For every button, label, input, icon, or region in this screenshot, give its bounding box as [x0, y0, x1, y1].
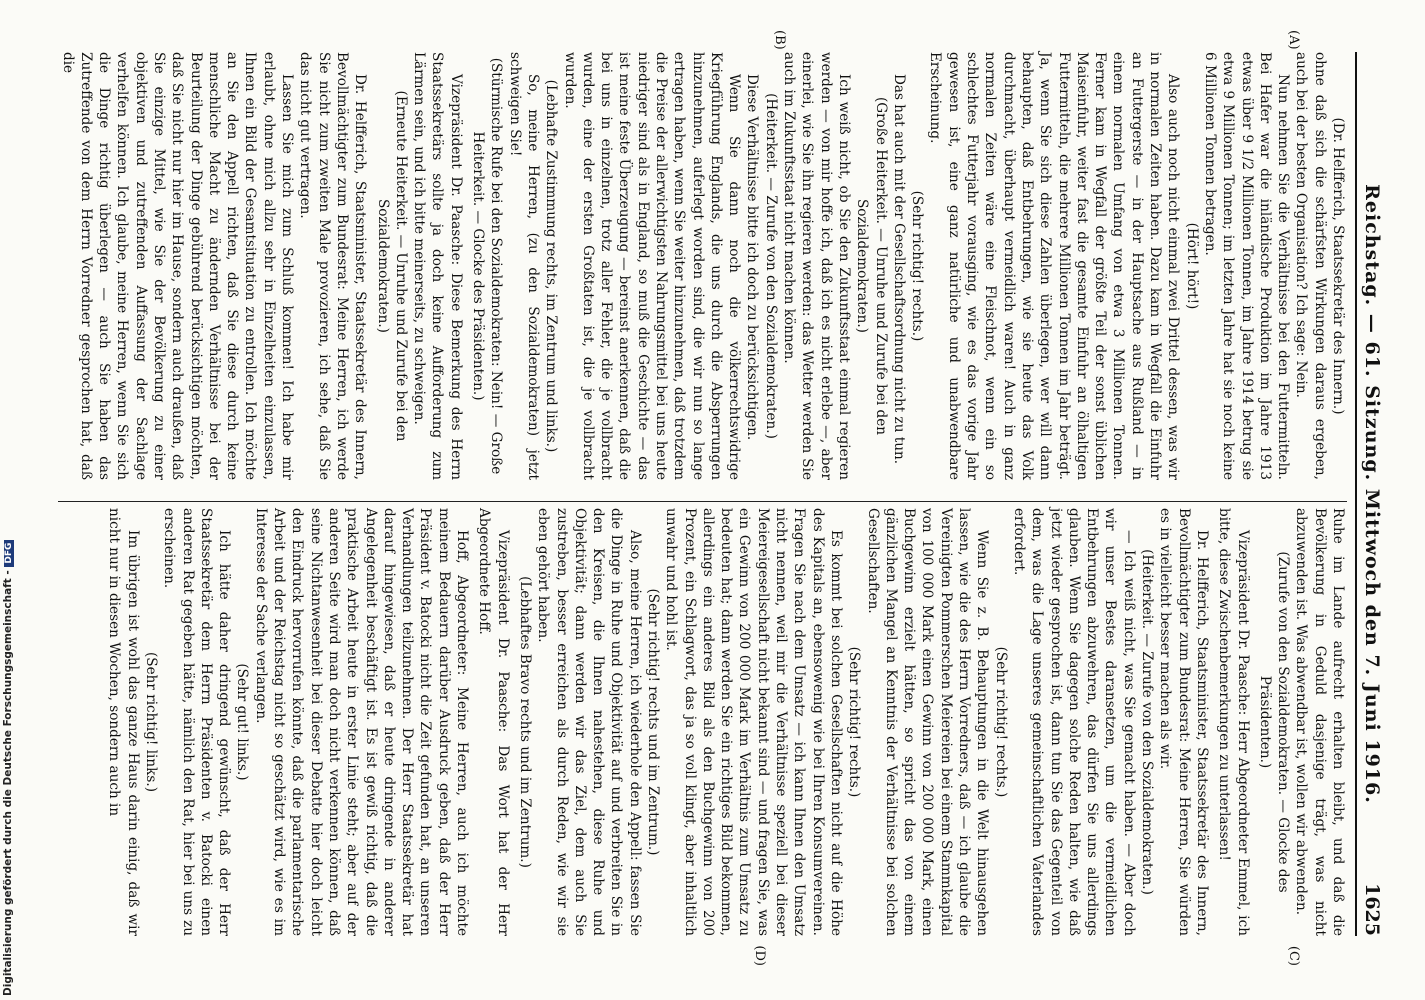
- interjection: (Heiterkeit. — Zurufe von den Sozialdemokraten.): [762, 93, 779, 439]
- page-header: [1355, 52, 1385, 936]
- interjection: (Stürmische Rufe bei den Sozialdemokraten: Nein! — Große Heiterkeit. — Glocke des Präsidenten.): [470, 57, 505, 475]
- interjection: (Große Heiterkeit. — Unruhe und Zurufe bei den Sozialdemokraten.): [854, 96, 889, 436]
- paragraph: Lassen Sie mich zum Schluß kommen! Ich habe mir erlaubt, ohne mich allzu sehr in Einzelheiten einzulassen, Ihnen ein Bild der Gesamtsituation zu entrollen. Ich möchte an Sie den Appell richten, daß Sie diese durch keine menschliche Macht zu ändernden Verhältnisse bei der Beurteilung der Dinge gebührend berücksichtigen möchten, daß Sie nicht nur hier im Hause, sondern auch draußen, daß Sie einzige Mittel, wie Sie der Bevölkerung zu einer objektiven und zutreffenden Auffassung der Sachlage verhelfen können. Ich glaube, meine Herren, wenn Sie sich die Dinge richtig überlegen — auch Sie haben das Zutreffende von dem Herrn Vorredner gesprochen hat, daß die: [59, 52, 296, 480]
- interjection: (Sehr richtig! rechts.): [992, 646, 1009, 798]
- interjection: (Lebhaftes Bravo rechts und im Zentrum.): [516, 576, 533, 868]
- interjection: (Lebhafte Zustimmung rechts, im Zentrum und links.): [543, 79, 560, 453]
- paragraph: Dr. Helfferich, Staatsminister, Staatssekretär des Innern, Bevollmächtigter zum Bundesrat: Meine Herren, ich werde Sie nicht zum zweiten Male provozieren, ich sehe, daß Sie das nicht gut vertragen.: [297, 52, 369, 480]
- paragraph: Also, meine Herren, ich wiederhole den Appell: fassen Sie die Dinge in Ruhe und Objektivität auf und verbreiten Sie in den Kreisen, die Ihnen nahestehen, diese Ruhe und Objektivität; dann werden wir das Ziel, dem auch Sie zustreben, besser erreichen als durch Reden, wie wir sie eben gehört haben.: [535, 508, 643, 936]
- paragraph: Im übrigen ist wohl das ganze Haus darin einig, daß wir nicht nur in diesen Wochen, sondern auch in: [106, 508, 141, 936]
- paragraph: Diese Verhältnisse bitte ich doch zu berücksichtigen.: [744, 74, 761, 441]
- digitization-footer: [2, 542, 16, 996]
- left-column: [58, 52, 1347, 480]
- paragraph: Vizepräsident Dr. Paasche: Diese Bemerkung des Herrn Staatssekretärs sollte ja doch keine Aufforderung zum Lärmen sein, und ich bitte meinerseits, zu schweigen.: [411, 52, 464, 480]
- interjection: (Sehr richtig! rechts und im Zentrum.): [645, 588, 662, 856]
- paragraph: Das hat auch mit der Gesellschaftsordnung nicht zu tun.: [890, 74, 907, 465]
- interjection: (Sehr gut! links.): [234, 663, 251, 781]
- margin-mark-a: (A): [1286, 30, 1301, 50]
- interjection: (Zurufe von den Sozialdemokraten. — Glocke des Präsidenten.): [1256, 551, 1292, 893]
- paragraph: ohne daß sich die schärfsten Wirkungen daraus ergeben, auch bei der besten Organisation? Ich sage: Nein.: [1293, 52, 1328, 480]
- speaker-note: (Dr. Helfferich, Staatssekretär des Innern.): [1330, 117, 1346, 415]
- paragraph: Ich hätte daher dringend gewünscht, daß der Herr Staatssekretär dem Herrn Präsidenten v. Batocki einen anderen Rat gegeben hätte, nämlich den Rat, hier bei uns zu erscheinen.: [161, 508, 233, 936]
- interjection: (Sehr richtig! rechts.): [846, 646, 863, 798]
- interjection: (Erneute Heiterkeit. — Unruhe und Zurufe bei den Sozialdemokraten.): [374, 90, 409, 442]
- paragraph: Vizepräsident Dr. Paasche: Herr Abgeordneter Emmel, ich bitte, diese Zwischenbemerkungen zu unterlassen!: [1216, 508, 1251, 936]
- paragraph: Es kommt bei solchen Gesellschaften nicht auf die Höhe des Kapitals an, ebensowenig wie bei Ihren Konsumvereinen. Fragen Sie nach dem Umsatz — ich kann Ihnen den Umsatz nicht nennen, weil mir die Verhältnisse speziell bei dieser Meiereigesellschaft nicht bekannt sind — und fragen Sie, was ein Gewinn von 200 000 Mark im Verhältnis zum Umsatz zu bedeuten hat; dann werden Sie ein richtiges Bild bekommen, allerdings ein anderes Bild als den Buchgewinn von 200 Prozent, ein Schlagwort, das ja so voll klingt, aber inhaltlich unwahr und hohl ist.: [663, 508, 844, 936]
- digitization-credit: Digitalisierung gefördert durch die Deutsche Forschungsgemeinschaft -: [2, 570, 14, 996]
- margin-mark-b: (B): [772, 30, 787, 50]
- paragraph: Wenn Sie z. B. Behauptungen in die Welt hinausgehen lassen, wie die des Herrn Vorredners, daß — ich glaube die Vereinigten Pommerschen Meiereien bei einem Stammkapital von 100 000 Mark einen Gewinn von 200 000 Mark, einen Buchgewinn erzielt hätten, so spricht das von einem gänzlichen Mangel an Kenntnis der Verhältnisse bei solchen Gesellschaften.: [864, 508, 991, 936]
- paragraph: — Ich weiß nicht, was Sie gemacht haben. — Aber doch wir unser Bestes daransetzen, um die vermeidlichen Entbehrungen abzuwehren, das dürfen Sie uns allerdings glauben. Wenn Sie dagegen solche Reden halten, wie daß jetzt wieder gesprochen ist, dann tun Sie das Gegenteil von dem, was die Lage unseres gemeinschaftlichen Vaterlandes erfordert.: [1010, 508, 1137, 936]
- paragraph: Wenn Sie dann noch die völkerrechtswidrige Kriegführung Englands, die uns durch die Absperrungen hinzunehmen, auferlegt worden sind, die wir nun so lange ertragen haben, wenn Sie weiter hinzunehmen, daß trotzdem die Preise der allerwichtigsten Nahrungsmittel bei uns heute niedriger sind als in England, so muß die Geschichte — das ist meine feste Überzeugung — bereinst anerkennen, daß die bei uns in einzelnen, trotz aller Fehler, die je vollbracht wurden, eine der ersten Großtaten ist, die je vollbracht wurden.: [561, 52, 743, 480]
- interjection: (Sehr richtig! rechts.): [909, 190, 926, 342]
- interjection: (Hört! hört!): [1183, 222, 1200, 310]
- text-columns: [58, 30, 1347, 966]
- paragraph: Hoff, Abgeordneter: Meine Herren, auch ich möchte meinem Bedauern darüber Ausdruck geben, daß der Herr Präsident v. Batocki nicht die Zeit gefunden hat, an unseren Verhandlungen teilzunehmen. Der Herr Staatssekretär hat darauf hingewiesen, daß er heute dringende in anderer Angelegenheit beschäftigt ist. Es ist gewiß richtig, daß die praktische Arbeit heute in erster Linie steht; aber auf der anderen Seite wird man doch nicht verkennen können, daß seine Nichtanwesenheit bei dieser Debatte hier doch leicht den Eindruck hervorrufen könnte, daß die parlamentarische Arbeit und der Reichstag nicht so geschätzt wird, wie es im Interesse der Sache verlangen.: [252, 508, 471, 936]
- interjection: (Sehr richtig! links.): [143, 651, 159, 793]
- column-divider: [58, 501, 1347, 502]
- margin-mark-c: (C): [1286, 945, 1301, 966]
- paragraph: Ruhe im Lande aufrecht erhalten bleibt, und daß die Bevölkerung in Geduld dasjenige trägt, was nicht abzuwenden ist. Was abwendbar ist, wollen wir abwenden.: [1293, 508, 1346, 936]
- paragraph: So, meine Herren, (zu den Sozialdemokraten) jetzt schweigen Sie!: [506, 52, 541, 480]
- paragraph: Also auch noch nicht einmal zwei Drittel dessen, was wir in normalen Zeiten haben. Dazu kam in Wegfall die Einfuhr an Futtergerste — in der Hauptsache aus Rußland — in einem normalen Umfang von etwa 3 Millionen Tonnen. Ferner kam in Wegfall der größte Teil der sonst üblichen Maiseinfuhr, weiter fast die gesamte Einfuhr an ölhaltigen Futtermitteln, die mehrere Millionen Tonnen im Jahr beträgt. Ja, wenn Sie sich diese Zahlen überlegen, wer will dann behaupten, daß Entbehrungen, wie sie heute das Volk durchmacht, überhaupt vermeidlich waren! Auch in ganz normalen Zeiten wäre eine Fleischnot, wenn ein so schlechtes Futterjahr vorausging, wie es das vorige Jahr gewesen ist, eine ganz natürliche und unabwendbare Erscheinung.: [927, 52, 1182, 480]
- paragraph: Dr. Helfferich, Staatsminister, Staatssekretär des Innern, Bevollmächtigter zum Bundesrat: Meine Herren, Sie würden es in vielleicht besser machen als wir.: [1157, 508, 1210, 936]
- interjection: (Heiterkeit. — Zurufe von den Sozialdemokraten.): [1139, 549, 1156, 895]
- paragraph: Ich weiß nicht, ob Sie den Zukunftsstaat einmal regieren werden — von mir hoffe ich, daß ich es nicht erlebe —, aber einerlei, wie Sie ihn regieren werden: das Wetter werden Sie auch im Zukunftsstaat nicht machen können.: [781, 52, 852, 480]
- dfg-logo: DFG: [4, 540, 14, 567]
- right-column: [58, 508, 1347, 936]
- paragraph: Nun nehmen Sie die Verhältnisse bei den Futtermitteln. Bei Hafer war die inländische Produktion im Jahre 1913 etwas über 9 1/2 Millionen Tonnen, im Jahre 1914 betrug sie etwa 9 Millionen Tonnen; im letzten Jahre hat sie noch keine 6 Millionen Tonnen betragen.: [1201, 52, 1292, 480]
- margin-mark-d: (D): [752, 945, 767, 966]
- paragraph: Vizepräsident Dr. Paasche: Das Wort hat der Herr Abgeordnete Hoff.: [476, 508, 511, 936]
- running-title: Reichstag. — 61. Sitzung. Mittwoch den 7. Juni 1916.: [1361, 184, 1383, 804]
- page-number: 1625: [1361, 883, 1383, 936]
